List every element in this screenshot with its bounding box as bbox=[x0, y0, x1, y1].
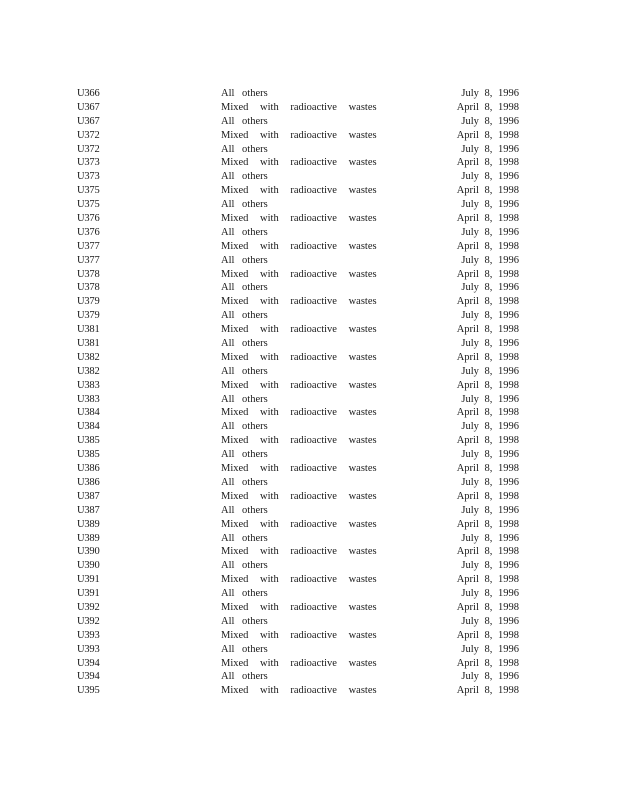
effective-date: April 8, 1998 bbox=[456, 296, 519, 308]
waste-code: U376 bbox=[77, 213, 100, 225]
waste-code: U393 bbox=[77, 643, 100, 655]
table-row bbox=[0, 518, 618, 532]
waste-code: U389 bbox=[77, 532, 100, 544]
table-row bbox=[0, 476, 618, 490]
table-row bbox=[0, 351, 618, 365]
effective-date: July 8, 1996 bbox=[461, 88, 519, 99]
waste-description: Mixed with radioactive wastes bbox=[221, 213, 377, 225]
table-row bbox=[0, 226, 618, 240]
table-row bbox=[0, 184, 618, 198]
effective-date: April 8, 1998 bbox=[456, 435, 519, 447]
waste-code: U381 bbox=[77, 324, 100, 336]
waste-description: All others bbox=[221, 532, 268, 544]
waste-description: All others bbox=[221, 421, 268, 433]
waste-description: Mixed with radioactive wastes bbox=[221, 490, 377, 502]
effective-date: July 8, 1996 bbox=[461, 560, 519, 572]
table-row bbox=[0, 684, 618, 698]
waste-description: All others bbox=[221, 199, 268, 211]
effective-date: April 8, 1998 bbox=[456, 518, 519, 530]
table-row bbox=[0, 657, 618, 671]
waste-description: Mixed with radioactive wastes bbox=[221, 463, 377, 475]
table-row bbox=[0, 670, 618, 684]
waste-description: All others bbox=[221, 393, 268, 405]
effective-date: July 8, 1996 bbox=[461, 338, 519, 350]
waste-description: All others bbox=[221, 449, 268, 461]
waste-description: All others bbox=[221, 171, 268, 183]
effective-date: July 8, 1996 bbox=[461, 476, 519, 488]
waste-code: U384 bbox=[77, 407, 100, 419]
table-row bbox=[0, 420, 618, 434]
waste-code: U394 bbox=[77, 657, 100, 669]
table-row bbox=[0, 434, 618, 448]
table-row bbox=[0, 143, 618, 157]
table-row bbox=[0, 87, 618, 101]
waste-description: All others bbox=[221, 476, 268, 488]
waste-code: U379 bbox=[77, 296, 100, 308]
effective-date: July 8, 1996 bbox=[461, 310, 519, 322]
table-row bbox=[0, 268, 618, 282]
table-row bbox=[0, 129, 618, 143]
waste-code: U391 bbox=[77, 574, 100, 586]
waste-description: All others bbox=[221, 254, 268, 266]
effective-date: July 8, 1996 bbox=[461, 254, 519, 266]
table-row bbox=[0, 587, 618, 601]
waste-description: All others bbox=[221, 504, 268, 516]
effective-date: April 8, 1998 bbox=[456, 101, 519, 113]
effective-date: April 8, 1998 bbox=[456, 268, 519, 280]
table-row bbox=[0, 504, 618, 518]
effective-date: April 8, 1998 bbox=[456, 157, 519, 169]
waste-code: U372 bbox=[77, 129, 100, 141]
waste-code: U373 bbox=[77, 157, 100, 169]
waste-description: All others bbox=[221, 88, 268, 99]
waste-description: All others bbox=[221, 282, 268, 294]
effective-date: July 8, 1996 bbox=[461, 421, 519, 433]
waste-description: All others bbox=[221, 588, 268, 600]
waste-code: U386 bbox=[77, 463, 100, 475]
effective-date: April 8, 1998 bbox=[456, 379, 519, 391]
waste-code: U391 bbox=[77, 588, 100, 600]
waste-description: All others bbox=[221, 115, 268, 127]
table-row bbox=[0, 629, 618, 643]
waste-code: U394 bbox=[77, 671, 100, 683]
waste-description: Mixed with radioactive wastes bbox=[221, 435, 377, 447]
waste-description: All others bbox=[221, 365, 268, 377]
waste-code: U393 bbox=[77, 629, 100, 641]
table-row bbox=[0, 170, 618, 184]
table-row bbox=[0, 490, 618, 504]
waste-description: Mixed with radioactive wastes bbox=[221, 685, 377, 697]
effective-date: July 8, 1996 bbox=[461, 171, 519, 183]
waste-code: U392 bbox=[77, 615, 100, 627]
effective-date: April 8, 1998 bbox=[456, 463, 519, 475]
waste-description: Mixed with radioactive wastes bbox=[221, 157, 377, 169]
effective-date: April 8, 1998 bbox=[456, 490, 519, 502]
effective-date: April 8, 1998 bbox=[456, 324, 519, 336]
waste-code: U390 bbox=[77, 546, 100, 558]
effective-date: July 8, 1996 bbox=[461, 671, 519, 683]
waste-description: All others bbox=[221, 560, 268, 572]
table-row bbox=[0, 545, 618, 559]
effective-date: April 8, 1998 bbox=[456, 407, 519, 419]
table-row bbox=[0, 448, 618, 462]
waste-code: U392 bbox=[77, 601, 100, 613]
waste-code: U375 bbox=[77, 199, 100, 211]
waste-code: U367 bbox=[77, 115, 100, 127]
effective-date: April 8, 1998 bbox=[456, 629, 519, 641]
effective-date: July 8, 1996 bbox=[461, 365, 519, 377]
waste-description: All others bbox=[221, 143, 268, 155]
effective-date: July 8, 1996 bbox=[461, 115, 519, 127]
waste-description: Mixed with radioactive wastes bbox=[221, 129, 377, 141]
table-row bbox=[0, 615, 618, 629]
effective-date: April 8, 1998 bbox=[456, 657, 519, 669]
table-row bbox=[0, 281, 618, 295]
table-row bbox=[0, 323, 618, 337]
waste-code: U377 bbox=[77, 254, 100, 266]
table-row bbox=[0, 559, 618, 573]
waste-code: U389 bbox=[77, 518, 100, 530]
effective-date: April 8, 1998 bbox=[456, 574, 519, 586]
table-row bbox=[0, 365, 618, 379]
waste-description: Mixed with radioactive wastes bbox=[221, 185, 377, 197]
table-row bbox=[0, 379, 618, 393]
waste-description: All others bbox=[221, 310, 268, 322]
waste-code: U366 bbox=[77, 88, 100, 99]
waste-code: U376 bbox=[77, 226, 100, 238]
table-row bbox=[0, 462, 618, 476]
effective-date: April 8, 1998 bbox=[456, 546, 519, 558]
table-row bbox=[0, 254, 618, 268]
waste-description: All others bbox=[221, 226, 268, 238]
effective-date: April 8, 1998 bbox=[456, 213, 519, 225]
effective-date: April 8, 1998 bbox=[456, 185, 519, 197]
waste-description: Mixed with radioactive wastes bbox=[221, 101, 377, 113]
effective-date: July 8, 1996 bbox=[461, 449, 519, 461]
table-row bbox=[0, 115, 618, 129]
waste-description: Mixed with radioactive wastes bbox=[221, 629, 377, 641]
waste-code: U383 bbox=[77, 379, 100, 391]
waste-description: All others bbox=[221, 643, 268, 655]
waste-code: U379 bbox=[77, 310, 100, 322]
effective-date: April 8, 1998 bbox=[456, 601, 519, 613]
waste-code: U395 bbox=[77, 685, 100, 697]
table-row bbox=[0, 101, 618, 115]
waste-description: All others bbox=[221, 615, 268, 627]
waste-description: Mixed with radioactive wastes bbox=[221, 518, 377, 530]
waste-code: U387 bbox=[77, 490, 100, 502]
waste-code: U372 bbox=[77, 143, 100, 155]
effective-date: April 8, 1998 bbox=[456, 129, 519, 141]
table-row bbox=[0, 240, 618, 254]
table-row bbox=[0, 212, 618, 226]
waste-code: U386 bbox=[77, 476, 100, 488]
waste-description: All others bbox=[221, 671, 268, 683]
waste-code: U390 bbox=[77, 560, 100, 572]
effective-date: July 8, 1996 bbox=[461, 393, 519, 405]
effective-date: July 8, 1996 bbox=[461, 643, 519, 655]
waste-description: Mixed with radioactive wastes bbox=[221, 601, 377, 613]
waste-code: U387 bbox=[77, 504, 100, 516]
waste-code: U384 bbox=[77, 421, 100, 433]
waste-code: U375 bbox=[77, 185, 100, 197]
waste-description: Mixed with radioactive wastes bbox=[221, 379, 377, 391]
waste-code: U382 bbox=[77, 351, 100, 363]
waste-code: U367 bbox=[77, 101, 100, 113]
waste-code: U383 bbox=[77, 393, 100, 405]
table-row bbox=[0, 393, 618, 407]
effective-date: July 8, 1996 bbox=[461, 199, 519, 211]
table-row bbox=[0, 309, 618, 323]
waste-description: Mixed with radioactive wastes bbox=[221, 657, 377, 669]
effective-date: July 8, 1996 bbox=[461, 532, 519, 544]
effective-date: July 8, 1996 bbox=[461, 143, 519, 155]
waste-description: Mixed with radioactive wastes bbox=[221, 351, 377, 363]
effective-date: July 8, 1996 bbox=[461, 504, 519, 516]
waste-description: All others bbox=[221, 338, 268, 350]
waste-code: U377 bbox=[77, 240, 100, 252]
table-row bbox=[0, 601, 618, 615]
waste-description: Mixed with radioactive wastes bbox=[221, 240, 377, 252]
waste-code: U385 bbox=[77, 449, 100, 461]
table-row bbox=[0, 643, 618, 657]
waste-description: Mixed with radioactive wastes bbox=[221, 546, 377, 558]
waste-description: Mixed with radioactive wastes bbox=[221, 268, 377, 280]
table-row bbox=[0, 295, 618, 309]
waste-code: U378 bbox=[77, 282, 100, 294]
waste-code: U373 bbox=[77, 171, 100, 183]
table-row bbox=[0, 156, 618, 170]
waste-description: Mixed with radioactive wastes bbox=[221, 296, 377, 308]
effective-date: April 8, 1998 bbox=[456, 351, 519, 363]
table-row bbox=[0, 532, 618, 546]
table-row bbox=[0, 406, 618, 420]
table-row bbox=[0, 337, 618, 351]
waste-description: Mixed with radioactive wastes bbox=[221, 324, 377, 336]
waste-code-table bbox=[0, 87, 618, 698]
effective-date: April 8, 1998 bbox=[456, 240, 519, 252]
waste-description: Mixed with radioactive wastes bbox=[221, 574, 377, 586]
waste-code: U385 bbox=[77, 435, 100, 447]
effective-date: April 8, 1998 bbox=[456, 685, 519, 697]
table-row bbox=[0, 573, 618, 587]
effective-date: July 8, 1996 bbox=[461, 588, 519, 600]
effective-date: July 8, 1996 bbox=[461, 615, 519, 627]
waste-description: Mixed with radioactive wastes bbox=[221, 407, 377, 419]
waste-code: U381 bbox=[77, 338, 100, 350]
waste-code: U382 bbox=[77, 365, 100, 377]
table-row bbox=[0, 198, 618, 212]
effective-date: July 8, 1996 bbox=[461, 282, 519, 294]
effective-date: July 8, 1996 bbox=[461, 226, 519, 238]
waste-code: U378 bbox=[77, 268, 100, 280]
